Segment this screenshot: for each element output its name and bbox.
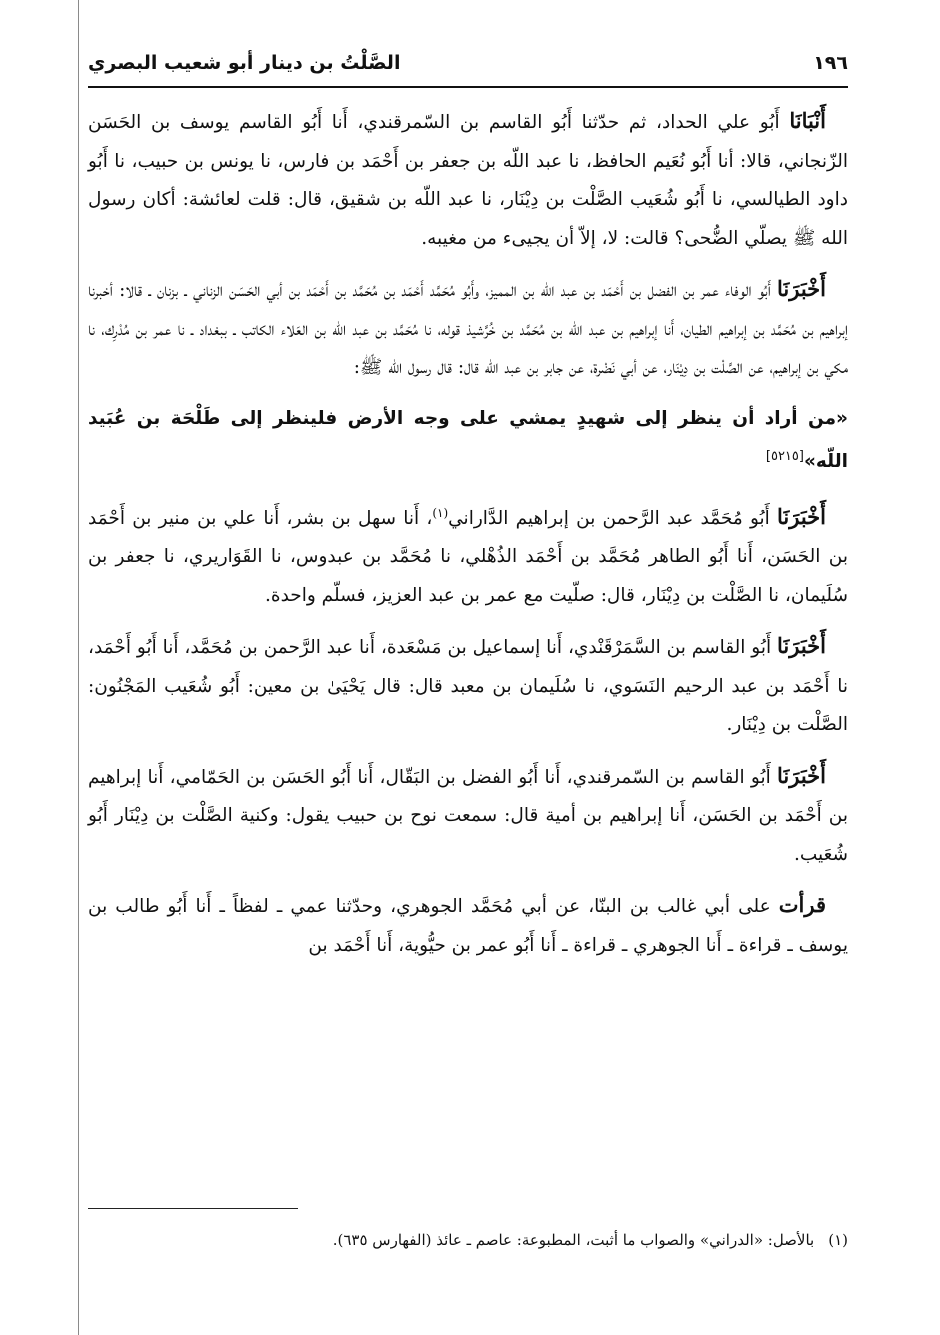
header-rule xyxy=(88,86,848,88)
paragraph-6 xyxy=(88,886,848,965)
hadith-reference: [٥٢١٥] xyxy=(765,449,804,464)
paragraph-lead: أَخْبَرَنَا xyxy=(777,276,826,301)
paragraph-text: أَبُو القاسم بن السّمرقندي، أَنا أَبُو الفضل بن البَقّال، أَنا أَبُو الحَسَن بن الحَمّامي، أَنا إبراهيم بن أَحْمَد بن الحَسَن، أَنا إبراهيم بن أمية قال: سمعت نوح بن حبيب يقول: وكنية الصَّلْت بن دِيْنَار أَبُو شُعَيب. xyxy=(88,766,848,865)
page-number: ١٩٦ xyxy=(813,52,848,74)
paragraph-lead: أَخْبَرَنَا xyxy=(777,633,826,659)
paragraph-lead: أَخْبَرَنَا xyxy=(777,762,826,788)
paragraph-5 xyxy=(88,757,848,875)
footnote-marker: (١) xyxy=(432,505,449,520)
quote-text: «من أراد أن ينظر إلى شهيدٍ يمشي على وجه الأرض فلينظر إلى طَلْحَة بن عُبَيد اللّه» xyxy=(88,407,848,473)
footnote-text: بالأصل: «الدراني» والصواب ما أثبت، المطبوعة: عاصم ـ عائذ (الفهارس ٦٣٥). xyxy=(332,1231,815,1249)
paragraph-lead: أَنْبَانَا xyxy=(789,108,826,133)
paragraph-4 xyxy=(88,627,848,745)
paragraph-text: أَبُو الوفاء عمر بن الفضل بن أَحْمَد بن عبد اللّه بن المميز، وأَبُو مُحَمَّد أَحْمَد بن مُحَمَّد بن أَحْمَد بن أبي الحَسَن الزناني ـ بزنان ـ قالا: أخبرنا إبراهيم بن مُحَمَّد بن إبراهيم الطيان، أَنا إبراهيم بن عبد اللّه بن مُحَمَّد بن خُرَّشيذ قوله، نا مُحَمَّد بن عبد اللّه بن العَلاء الكاتب ـ ببغداد ـ نا عمر بن مُدْرِك، نا مكي بن إبراهيم، عن الصَّلْت بن دِيْنَار، عن أبي نَضْرة، عن جابر بن عبد اللّه قال: قال رسول الله ﷺ: xyxy=(88,280,848,378)
paragraph-text: أَبُو مُحَمَّد عبد الرَّحمن بن إبراهيم الدَّاراني xyxy=(448,507,778,529)
paragraph-text: على أبي غالب بن البنّا، عن أبي مُحَمَّد الجوهري، وحدّثنا عمي ـ لفظاً ـ أَنا أَبُو طالب بن يوسف ـ قراءة ـ أَنا الجوهري ـ قراءة ـ أَنا أَبُو عمر بن حيُّوية، أَنا أَحْمَد بن xyxy=(88,896,848,956)
page-edge-line xyxy=(78,0,79,1335)
page-header xyxy=(88,52,848,86)
paragraph-2 xyxy=(88,270,848,388)
paragraph-text-continued: ، أَنا سهل بن بشر، أَنا علي بن منير بن أَحْمَد بن الحَسَن، أَنا أَبُو الطاهر مُحَمَّد بن أَحْمَد الذُهْلي، نا مُحَمَّد بن عبدوس، نا القَوَاريري، نا جعفر بن سُلَيمان، نا الصَّلْت بن دِيْنَار، قال: صلّيت مع عمر بن عبد العزيز، فسلّم واحدة. xyxy=(88,507,848,606)
paragraph-text: أَبُو علي الحداد، ثم حدّثنا أَبُو القاسم بن السّمرقندي، أَنا أَبُو القاسم يوسف بن الحَسَن الزّنجاني، قالا: أنا أَبُو نُعَيم الحافظ، نا عبد اللّه بن جعفر بن أَحْمَد بن فارس، نا يونس بن حبيب، نا أَبُو داود الطيالسي، نا أَبُو شُعَيب الصَّلْت بن دِيْنَار، نا عبد اللّه بن شقيق، قال: قلت لعائشة: أكان رسول الله ﷺ يصلّي الضُّحى؟ قالت: لا، إلاّ أن يجيىء من مغيبه. xyxy=(88,112,848,249)
book-page xyxy=(88,52,848,1322)
footnote-number: (١) xyxy=(828,1231,848,1249)
footnote-rule xyxy=(88,1208,298,1209)
paragraph-3 xyxy=(88,494,848,616)
hadith-quote xyxy=(88,400,848,482)
running-title: الصَّلْتُ بن دينار أبو شعيب البصري xyxy=(88,52,401,74)
footnote xyxy=(88,1228,848,1252)
paragraph-lead: أَخْبَرَنَا xyxy=(777,503,826,529)
paragraph-1 xyxy=(88,102,848,258)
paragraph-lead: قرأت xyxy=(778,892,826,918)
paragraph-text: أَبُو القاسم بن السَّمَرْقَنْدي، أَنا إسماعيل بن مَسْعَدة، أَنا عبد الرَّحمن بن مُحَمَّد، أَنا أَبُو أَحْمَد، نا أَحْمَد بن عبد الرحيم النَسَوي، نا سُلَيمان بن معبد قال: قال يَحْيَىٰ بن معين: أَبُو شُعَيب المَجْنُون: الصَّلْت بن دِيْنَار. xyxy=(88,637,848,736)
